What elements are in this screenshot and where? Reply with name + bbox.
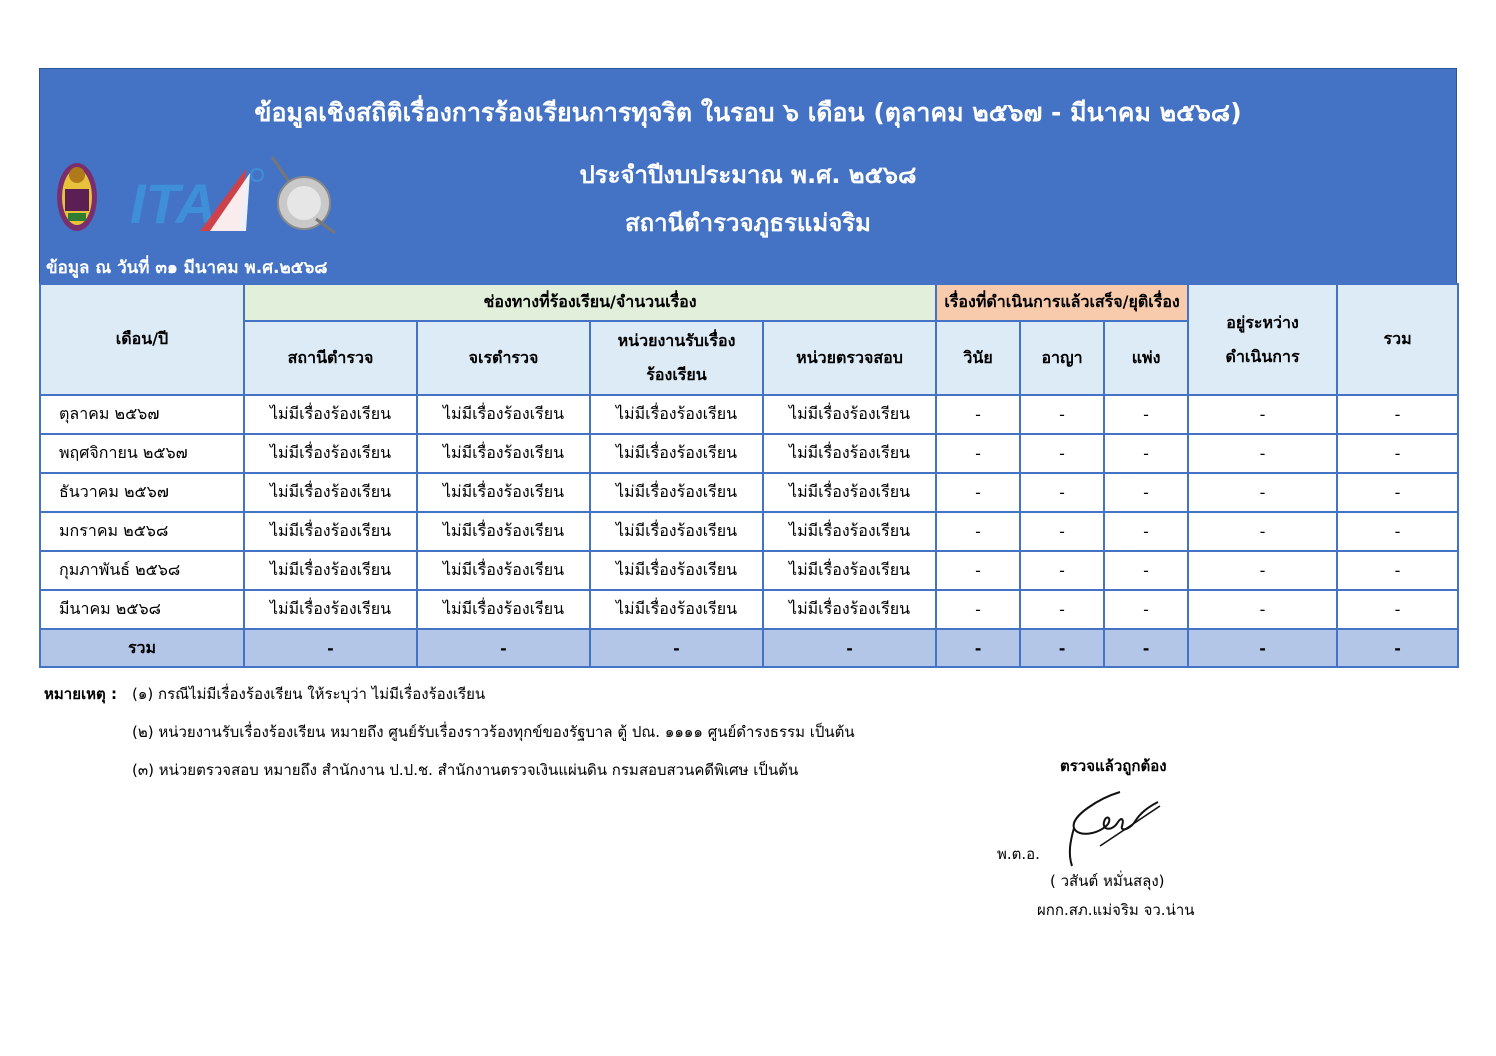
cell: ไม่มีเรื่องร้องเรียน (763, 434, 936, 473)
cell: ไม่มีเรื่องร้องเรียน (417, 590, 590, 629)
cell: ไม่มีเรื่องร้องเรียน (244, 512, 417, 551)
cell: - (936, 434, 1020, 473)
cell: ไม่มีเรื่องร้องเรียน (763, 551, 936, 590)
cell: - (1188, 629, 1337, 667)
cell: ไม่มีเรื่องร้องเรียน (590, 551, 763, 590)
total-label: รวม (40, 629, 244, 667)
cell: - (1337, 629, 1458, 667)
month-cell: ตุลาคม ๒๕๖๗ (40, 395, 244, 434)
cell: - (936, 629, 1020, 667)
cell: ไม่มีเรื่องร้องเรียน (590, 395, 763, 434)
cell: - (1337, 473, 1458, 512)
cell: - (244, 629, 417, 667)
total-header: รวม (1337, 284, 1458, 395)
cell: - (1104, 434, 1188, 473)
cell: - (1020, 551, 1104, 590)
report-banner (39, 68, 1457, 284)
cell: - (1020, 473, 1104, 512)
civil-header: แพ่ง (1104, 321, 1188, 395)
cell: ไม่มีเรื่องร้องเรียน (244, 395, 417, 434)
cell: ไม่มีเรื่องร้องเรียน (763, 395, 936, 434)
cell: ไม่มีเรื่องร้องเรียน (417, 395, 590, 434)
as-of-date: ข้อมูล ณ วันที่ ๓๑ มีนาคม พ.ศ.๒๕๖๘ (46, 258, 328, 278)
cell: ไม่มีเรื่องร้องเรียน (763, 590, 936, 629)
cell: - (1188, 434, 1337, 473)
svg-text:ITA: ITA (130, 172, 217, 235)
police-emblem-logo (57, 163, 97, 231)
total-row (40, 629, 1458, 667)
month-year-header: เดือน/ปี (40, 284, 244, 395)
cell: - (1188, 590, 1337, 629)
discipline-header: วินัย (936, 321, 1020, 395)
channels-group-header: ช่องทางที่ร้องเรียน/จำนวนเรื่อง (244, 284, 936, 321)
signer-position: ผกก.สภ.แม่จริม จว.น่าน (1037, 901, 1195, 919)
police-inspector-header: จเรตำรวจ (417, 321, 590, 395)
cell: ไม่มีเรื่องร้องเรียน (590, 473, 763, 512)
cell: - (1104, 395, 1188, 434)
cell: ไม่มีเรื่องร้องเรียน (244, 551, 417, 590)
table-row (40, 590, 1458, 629)
cell: ไม่มีเรื่องร้องเรียน (244, 434, 417, 473)
cell: - (1104, 590, 1188, 629)
cell: - (1188, 473, 1337, 512)
cell: ไม่มีเรื่องร้องเรียน (417, 473, 590, 512)
rank-text: พ.ต.อ. (997, 845, 1040, 863)
note-item: (๓) หน่วยตรวจสอบ หมายถึง สำนักงาน ป.ป.ช. สำนักงานตรวจเงินแผ่นดิน กรมสอบสวนคดีพิเศษ เป็นต้น (132, 761, 799, 779)
complaint-agency-header: หน่วยงานรับเรื่อง ร้องเรียน (590, 321, 763, 395)
cell: - (1337, 512, 1458, 551)
table-row (40, 395, 1458, 434)
signer-name: ( วสันต์ หมั่นสลุง) (1050, 872, 1165, 890)
cell: - (936, 551, 1020, 590)
cell: - (1104, 551, 1188, 590)
note-item: (๒) หน่วยงานรับเรื่องร้องเรียน หมายถึง ศูนย์รับเรื่องราวร้องทุกข์ของรัฐบาล ตู้ ปณ. ๑๑๑๑ ศูนย์ดำรงธรรม เป็นต้น (132, 723, 855, 741)
month-cell: มกราคม ๒๕๖๘ (40, 512, 244, 551)
cell: ไม่มีเรื่องร้องเรียน (763, 512, 936, 551)
cell: - (1020, 590, 1104, 629)
cell: - (936, 395, 1020, 434)
signature-image (1060, 786, 1170, 868)
in-progress-header: อยู่ระหว่าง ดำเนินการ (1188, 284, 1337, 395)
cell: - (1337, 551, 1458, 590)
cell: ไม่มีเรื่องร้องเรียน (763, 473, 936, 512)
logos (50, 153, 340, 235)
cell: - (936, 590, 1020, 629)
cell: ไม่มีเรื่องร้องเรียน (417, 551, 590, 590)
cell: - (590, 629, 763, 667)
cell: - (1020, 395, 1104, 434)
seal-emblem-logo (272, 157, 335, 233)
notes-label: หมายเหตุ : (44, 685, 117, 703)
cell: ไม่มีเรื่องร้องเรียน (244, 590, 417, 629)
verified-text: ตรวจแล้วถูกต้อง (1060, 757, 1167, 775)
cell: ไม่มีเรื่องร้องเรียน (590, 590, 763, 629)
cell: - (1337, 434, 1458, 473)
cell: - (1020, 512, 1104, 551)
cell: - (1104, 629, 1188, 667)
cell: - (936, 473, 1020, 512)
cell: - (1188, 551, 1337, 590)
month-cell: ธันวาคม ๒๕๖๗ (40, 473, 244, 512)
ita-logo (130, 169, 263, 235)
cell: - (1188, 395, 1337, 434)
cell: - (1188, 512, 1337, 551)
police-station-header: สถานีตำรวจ (244, 321, 417, 395)
table-row (40, 473, 1458, 512)
cell: - (763, 629, 936, 667)
cell: ไม่มีเรื่องร้องเรียน (244, 473, 417, 512)
cell: ไม่มีเรื่องร้องเรียน (417, 434, 590, 473)
table-row (40, 434, 1458, 473)
cell: - (936, 512, 1020, 551)
report-subtitle: ประจำปีงบประมาณ พ.ศ. ๒๕๖๘ (579, 161, 917, 189)
cell: - (1104, 512, 1188, 551)
cell: - (1020, 629, 1104, 667)
note-item: (๑) กรณีไม่มีเรื่องร้องเรียน ให้ระบุว่า ไม่มีเรื่องร้องเรียน (132, 685, 486, 703)
done-group-header: เรื่องที่ดำเนินการแล้วเสร็จ/ยุติเรื่อง (936, 284, 1188, 321)
cell: - (1337, 395, 1458, 434)
complaint-stats-table (39, 283, 1459, 668)
cell: ไม่มีเรื่องร้องเรียน (417, 512, 590, 551)
cell: - (1337, 590, 1458, 629)
audit-unit-header: หน่วยตรวจสอบ (763, 321, 936, 395)
month-cell: มีนาคม ๒๕๖๘ (40, 590, 244, 629)
cell: - (1104, 473, 1188, 512)
report-title: ข้อมูลเชิงสถิติเรื่องการร้องเรียนการทุจริต ในรอบ ๖ เดือน (ตุลาคม ๒๕๖๗ - มีนาคม ๒๕๖๘) (254, 98, 1242, 127)
month-cell: พฤศจิกายน ๒๕๖๗ (40, 434, 244, 473)
cell: - (1020, 434, 1104, 473)
station-name: สถานีตำรวจภูธรแม่จริม (625, 209, 871, 237)
criminal-header: อาญา (1020, 321, 1104, 395)
table-row (40, 551, 1458, 590)
month-cell: กุมภาพันธ์ ๒๕๖๘ (40, 551, 244, 590)
cell: ไม่มีเรื่องร้องเรียน (590, 512, 763, 551)
cell: ไม่มีเรื่องร้องเรียน (590, 434, 763, 473)
cell: - (417, 629, 590, 667)
table-row (40, 512, 1458, 551)
